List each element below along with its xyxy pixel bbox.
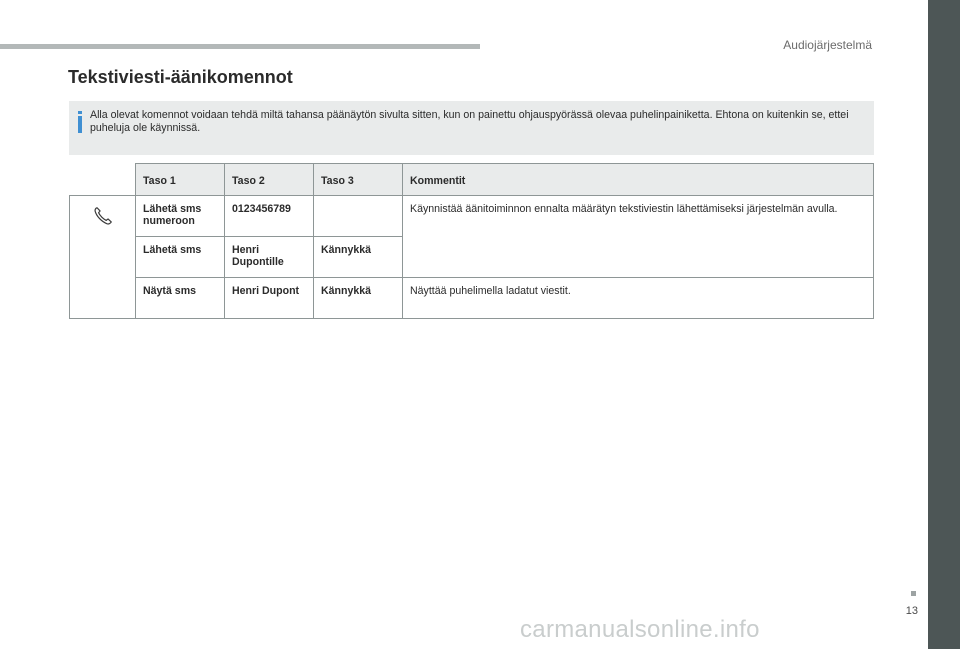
row3-level-3: Kännykkä xyxy=(314,278,403,319)
row2-level-1: Lähetä sms xyxy=(136,237,225,278)
info-box xyxy=(69,101,874,155)
page-title: Tekstiviesti-äänikomennot xyxy=(68,67,293,87)
page-bullet xyxy=(911,591,916,596)
header-level-3: Taso 3 xyxy=(314,164,403,196)
header-level-2: Taso 2 xyxy=(225,164,314,196)
icon-cell xyxy=(70,196,136,319)
table-row xyxy=(70,278,874,319)
row2-level-3: Kännykkä xyxy=(314,237,403,278)
row1-level-3 xyxy=(314,196,403,237)
row3-comment: Näyttää puhelimella ladatut viestit. xyxy=(403,278,874,319)
header-level-1: Taso 1 xyxy=(136,164,225,196)
watermark: carmanualsonline.info xyxy=(520,616,760,643)
section-name: Audiojärjestelmä xyxy=(783,38,872,52)
phone-icon xyxy=(92,205,114,227)
row1-level-2: 0123456789 xyxy=(225,196,314,237)
info-icon xyxy=(75,111,87,133)
header-comments: Kommentit xyxy=(403,164,874,196)
page-number: 13 xyxy=(905,605,918,617)
row2-level-2: Henri Dupontille xyxy=(225,237,314,278)
row1-comment: Käynnistää äänitoiminnon ennalta määrätyn tekstiviestin lähettämiseksi järjestelmän avulla. xyxy=(403,196,874,278)
row1-level-1: Lähetä sms numeroon xyxy=(136,196,225,237)
commands-table xyxy=(69,163,874,319)
info-text: Alla olevat komennot voidaan tehdä miltä tahansa päänäytön sivulta sitten, kun on painettu ohjauspyörässä olevaa puhelinpainiketta. Ehtona on kuitenkin se, ettei puheluja ole käynnissä. xyxy=(90,109,849,134)
side-band xyxy=(928,0,960,649)
row3-level-1: Näytä sms xyxy=(136,278,225,319)
header-rule xyxy=(0,44,480,49)
table-header-row xyxy=(70,164,874,196)
header-empty-cell xyxy=(70,164,136,196)
row3-level-2: Henri Dupont xyxy=(225,278,314,319)
table-row xyxy=(70,196,874,237)
